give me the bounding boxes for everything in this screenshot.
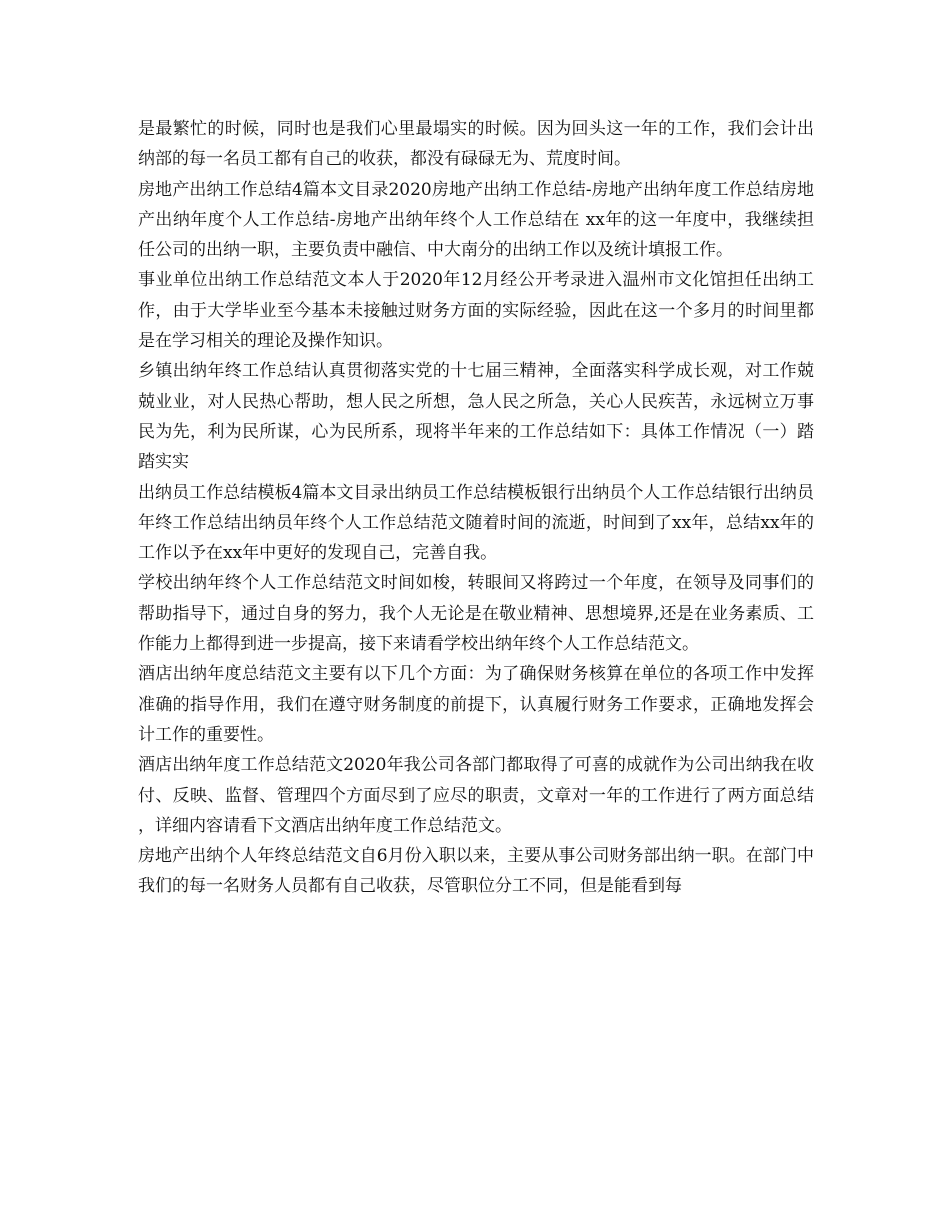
paragraph-2: 房地产出纳工作总结4篇本文目录2020房地产出纳工作总结-房地产出纳年度工作总结房地产出纳年度个人工作总结-房地产出纳年终个人工作总结在 xx年的这一年度中，我继续担任公司的出纳一职，主要负责中融信、中大南分的出纳工作以及统计填报工作。 — [138, 179, 814, 261]
paragraph-3: 事业单位出纳工作总结范文本人于2020年12月经公开考录进入温州市文化馆担任出纳工作，由于大学毕业至今基本未接触过财务方面的实际经验，因此在这一个多月的时间里都是在学习相关的理论及操作知识。 — [138, 270, 814, 352]
document-page — [138, 114, 814, 902]
paragraph-4: 乡镇出纳年终工作总结认真贯彻落实党的十七届三精神，全面落实科学成长观，对工作兢兢业业，对人民热心帮助，想人民之所想，急人民之所急，关心人民疾苦，永远树立万事民为先，利为民所谋，心为民所系，现将半年来的工作总结如下：具体工作情况（一）踏踏实实 — [138, 361, 814, 473]
paragraph-6: 学校出纳年终个人工作总结范文时间如梭，转眼间又将跨过一个年度，在领导及同事们的帮助指导下，通过自身的努力，我个人无论是在敬业精神、思想境界,还是在业务素质、工作能力上都得到进一步提高，接下来请看学校出纳年终个人工作总结范文。 — [138, 573, 814, 655]
paragraph-7: 酒店出纳年度总结范文主要有以下几个方面：为了确保财务核算在单位的各项工作中发挥准确的指导作用，我们在遵守财务制度的前提下，认真履行财务工作要求，正确地发挥会计工作的重要性。 — [138, 664, 814, 745]
paragraph-8: 酒店出纳年度工作总结范文2020年我公司各部门都取得了可喜的成就作为公司出纳我在收付、反映、监督、管理四个方面尽到了应尽的职责，文章对一年的工作进行了两方面总结，详细内容请看下文酒店出纳年度工作总结范文。 — [138, 755, 814, 836]
paragraph-1: 是最繁忙的时候，同时也是我们心里最塌实的时候。因为回头这一年的工作，我们会计出纳部的每一名员工都有自己的收获，都没有碌碌无为、荒度时间。 — [138, 119, 814, 170]
paragraph-5: 出纳员工作总结模板4篇本文目录出纳员工作总结模板银行出纳员个人工作总结银行出纳员年终工作总结出纳员年终个人工作总结范文随着时间的流逝，时间到了xx年，总结xx年的工作以予在xx年中更好的发现自己，完善自我。 — [138, 482, 814, 564]
paragraph-9: 房地产出纳个人年终总结范文自6月份入职以来，主要从事公司财务部出纳一职。在部门中我们的每一名财务人员都有自己收获，尽管职位分工不同，但是能看到每 — [138, 846, 814, 897]
